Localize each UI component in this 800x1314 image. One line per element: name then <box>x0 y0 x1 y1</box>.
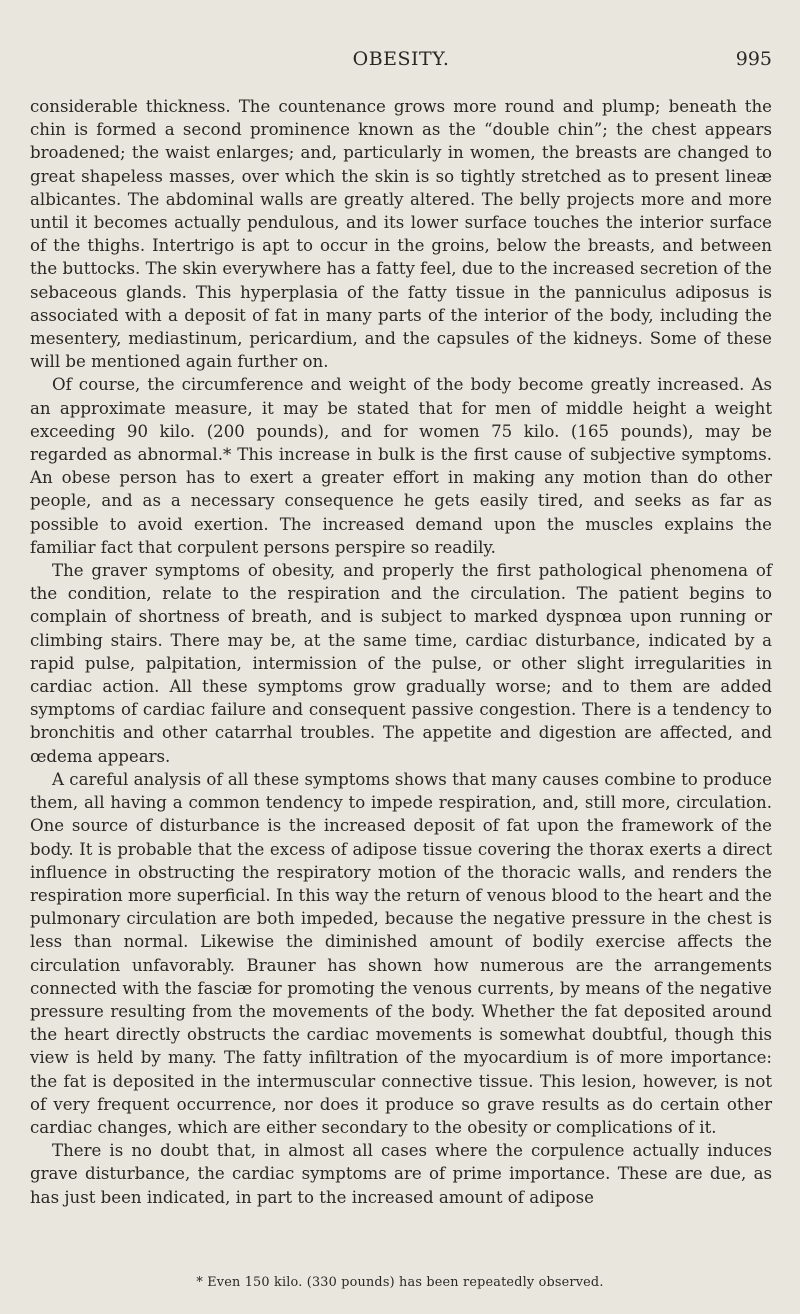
body-text <box>30 95 772 1209</box>
paragraph-body-weight: Of course, the circumference and weight of the body become greatly increased. As an approximate measure, it may be stated that for men of middle height a weight exceeding 90 kilo. (200 pounds), and for women 75 kilo. (165 pounds), may be regarded as abnormal.* This increase in bulk is the first cause of subjective symptoms. An obese person has to exert a greater effort in making any motion than do other people, and as a necessary consequence he gets easily tired, and seeks as far as possible to avoid exertion. The increased demand upon the muscles explains the familiar fact that corpulent persons perspire so readily. <box>30 375 772 557</box>
running-title: OBESITY. <box>352 48 450 70</box>
paragraph-cardiac: There is no doubt that, in almost all cases where the corpulence actually induces grave disturbance, the cardiac symptoms are of prime importance. These are due, as has just been indicated, in part to the increased amount of adipose <box>30 1141 772 1207</box>
page-number: 995 <box>735 48 772 70</box>
paragraph-analysis: A careful analysis of all these symptoms shows that many causes combine to produce them, all having a common tendency to impede respiration, and, still more, circulation. One source of disturbance is the increased deposit of fat upon the framework of the body. It is probable that the excess of adipose tissue covering the thorax exerts a direct influence in obstructing the respiratory motion of the thoracic walls, and renders the respiration more superficial. In this way the return of venous blood to the heart and the pulmonary circulation are both impeded, because the negative pressure in the chest is less than normal. Likewise the diminished amount of bodily exercise affects the circulation unfavorably. Brauner has shown how numerous are the arrangements connected with the fasciæ for promoting the venous currents, by means of the negative pressure resulting from the movements of the body. Whether the fat deposited around the heart directly obstructs the cardiac movements is somewhat doubtful, though this view is held by many. The fatty infiltration of the myocardium is of more importance: the fat is deposited in the intermuscular connective tissue. This lesion, however, is not of very frequent occurrence, nor does it produce so grave results as do certain other cardiac changes, which are either secondary to the obesity or complications of it. <box>30 769 772 1137</box>
page-header <box>30 48 772 78</box>
paragraph-graver-symptoms: The graver symptoms of obesity, and properly the first pathological phenomena of the condition, relate to the respiration and the circulation. The patient begins to complain of shortness of breath, and is subject to marked dyspnœa upon running or climbing stairs. There may be, at the same time, cardiac disturbance, indicated by a rapid pulse, palpitation, intermission of the pulse, or other slight irregularities in cardiac action. All these symptoms grow gradually worse; and to them are added symptoms of cardiac failure and consequent passive congestion. There is a tendency to bronchitis and other catarrhal troubles. The appetite and digestion are affected, and œdema appears. <box>30 561 772 766</box>
paragraph-continued: considerable thickness. The countenance grows more round and plump; beneath the chin is formed a second prominence known as the “double chin”; the chest appears broadened; the waist enlarges; and, particularly in women, the breasts are changed to great shapeless masses, over which the skin is so tightly stretched as to present lineæ albicantes. The abdominal walls are greatly altered. The belly projects more and more until it becomes actually pendulous, and its lower surface touches the interior surface of the thighs. Intertrigo is apt to occur in the groins, below the breasts, and between the buttocks. The skin everywhere has a fatty feel, due to the increased secretion of the sebaceous glands. This hyperplasia of the fatty tissue in the panniculus adiposus is associated with a deposit of fat in many parts of the interior of the body, including the mesentery, mediastinum, pericardium, and the capsules of the kidneys. Some of these will be mentioned again further on. <box>30 97 772 372</box>
footnote: * Even 150 kilo. (330 pounds) has been repeatedly observed. <box>196 1275 604 1290</box>
